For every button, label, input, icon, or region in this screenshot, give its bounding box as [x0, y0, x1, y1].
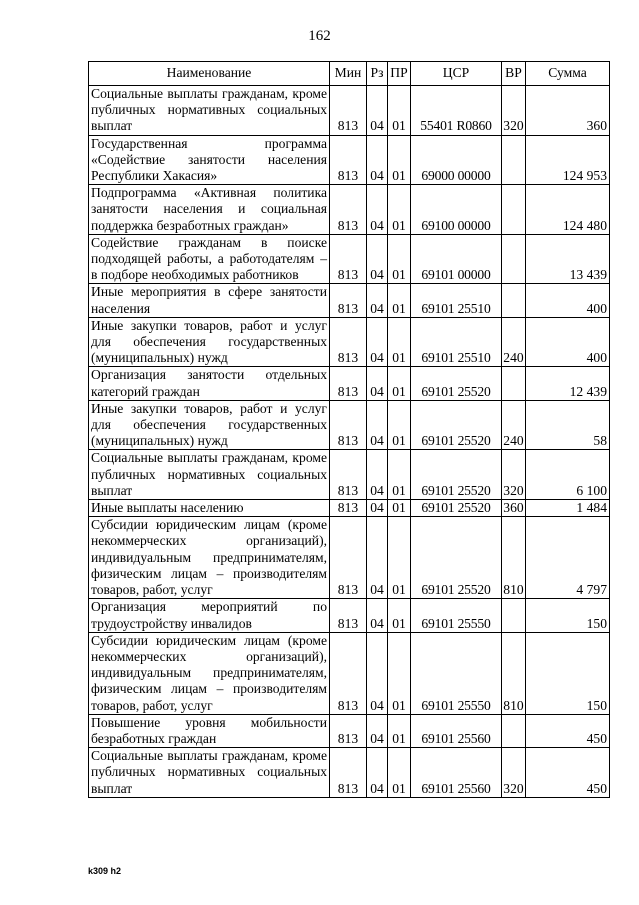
row-csr: 69101 00000: [411, 234, 502, 284]
row-csr: 69101 25550: [411, 599, 502, 632]
table-row: [89, 185, 610, 235]
row-name: Субсидии юридическим лицам (кроме некоммерческих организаций), индивидуальным предпринимателям, физическим лицам – производителям товаров, работ, услуг: [89, 632, 330, 714]
document-code: k309 h2: [88, 866, 122, 876]
row-rz: 04: [367, 500, 388, 517]
table-row: [89, 748, 610, 798]
table-row: [89, 599, 610, 632]
row-name: Социальные выплаты гражданам, кроме публичных нормативных социальных выплат: [89, 86, 330, 136]
row-vr: 320: [502, 86, 526, 136]
row-rz: 04: [367, 86, 388, 136]
row-min: 813: [330, 86, 367, 136]
row-vr: 240: [502, 317, 526, 367]
row-min: 813: [330, 599, 367, 632]
row-csr: 69101 25510: [411, 284, 502, 317]
row-sum: 124 480: [526, 185, 610, 235]
row-sum: 6 100: [526, 450, 610, 500]
table-row: [89, 632, 610, 714]
row-rz: 04: [367, 599, 388, 632]
row-csr: 69101 25560: [411, 748, 502, 798]
row-sum: 450: [526, 714, 610, 747]
table-row: [89, 714, 610, 747]
row-rz: 04: [367, 185, 388, 235]
row-vr: [502, 714, 526, 747]
row-csr: 69000 00000: [411, 135, 502, 185]
row-pr: 01: [388, 135, 411, 185]
row-min: 813: [330, 234, 367, 284]
row-min: 813: [330, 517, 367, 599]
row-pr: 01: [388, 450, 411, 500]
row-name: Иные закупки товаров, работ и услуг для обеспечения государственных (муниципальных) нужд: [89, 400, 330, 450]
row-min: 813: [330, 284, 367, 317]
table-row: [89, 86, 610, 136]
row-sum: 400: [526, 284, 610, 317]
row-sum: 13 439: [526, 234, 610, 284]
row-pr: 01: [388, 599, 411, 632]
row-rz: 04: [367, 234, 388, 284]
row-pr: 01: [388, 748, 411, 798]
table-row: [89, 400, 610, 450]
row-csr: 69101 25520: [411, 367, 502, 400]
row-pr: 01: [388, 367, 411, 400]
row-pr: 01: [388, 284, 411, 317]
row-sum: 360: [526, 86, 610, 136]
row-vr: [502, 599, 526, 632]
header-min: Мин: [330, 62, 367, 86]
row-sum: 1 484: [526, 500, 610, 517]
header-pr: ПР: [388, 62, 411, 86]
header-csr: ЦСР: [411, 62, 502, 86]
budget-table: [88, 61, 610, 798]
row-pr: 01: [388, 400, 411, 450]
row-rz: 04: [367, 135, 388, 185]
row-sum: 58: [526, 400, 610, 450]
row-min: 813: [330, 135, 367, 185]
row-name: Социальные выплаты гражданам, кроме публичных нормативных социальных выплат: [89, 450, 330, 500]
row-sum: 4 797: [526, 517, 610, 599]
row-name: Содействие гражданам в поиске подходящей работы, а работодателям – в подборе необходимых работников: [89, 234, 330, 284]
row-csr: 69101 25550: [411, 632, 502, 714]
row-name: Субсидии юридическим лицам (кроме некоммерческих организаций), индивидуальным предпринимателям, физическим лицам – производителям товаров, работ, услуг: [89, 517, 330, 599]
row-pr: 01: [388, 500, 411, 517]
row-sum: 450: [526, 748, 610, 798]
row-name: Иные закупки товаров, работ и услуг для обеспечения государственных (муниципальных) нужд: [89, 317, 330, 367]
row-csr: 69101 25510: [411, 317, 502, 367]
row-vr: [502, 135, 526, 185]
row-csr: 69101 25520: [411, 500, 502, 517]
row-min: 813: [330, 400, 367, 450]
row-min: 813: [330, 367, 367, 400]
row-rz: 04: [367, 367, 388, 400]
header-sum: Сумма: [526, 62, 610, 86]
row-min: 813: [330, 500, 367, 517]
row-sum: 150: [526, 599, 610, 632]
row-pr: 01: [388, 234, 411, 284]
row-sum: 400: [526, 317, 610, 367]
row-name: Иные выплаты населению: [89, 500, 330, 517]
row-csr: 69100 00000: [411, 185, 502, 235]
table-row: [89, 234, 610, 284]
row-pr: 01: [388, 517, 411, 599]
row-vr: 810: [502, 632, 526, 714]
row-csr: 55401 R0860: [411, 86, 502, 136]
table-row: [89, 500, 610, 517]
table-header-row: [89, 62, 610, 86]
row-csr: 69101 25520: [411, 400, 502, 450]
row-csr: 69101 25560: [411, 714, 502, 747]
row-rz: 04: [367, 317, 388, 367]
row-rz: 04: [367, 517, 388, 599]
table-row: [89, 517, 610, 599]
row-vr: 240: [502, 400, 526, 450]
row-name: Повышение уровня мобильности безработных граждан: [89, 714, 330, 747]
table-row: [89, 284, 610, 317]
row-csr: 69101 25520: [411, 450, 502, 500]
row-sum: 12 439: [526, 367, 610, 400]
row-min: 813: [330, 632, 367, 714]
row-min: 813: [330, 317, 367, 367]
row-pr: 01: [388, 317, 411, 367]
row-vr: 360: [503, 500, 524, 516]
row-vr: [502, 284, 526, 317]
row-rz: 04: [367, 632, 388, 714]
row-min: 813: [330, 450, 367, 500]
row-vr: [502, 234, 526, 284]
row-pr: 01: [388, 185, 411, 235]
header-rz: Рз: [367, 62, 388, 86]
row-vr: [502, 185, 526, 235]
row-vr: 320: [502, 450, 526, 500]
row-min: 813: [330, 185, 367, 235]
row-pr: 01: [388, 632, 411, 714]
table-row: [89, 450, 610, 500]
row-vr: [502, 367, 526, 400]
row-name: Организация мероприятий по трудоустройству инвалидов: [89, 599, 330, 632]
row-vr: 810: [502, 517, 526, 599]
row-rz: 04: [367, 748, 388, 798]
header-name: Наименование: [89, 62, 330, 86]
row-rz: 04: [367, 714, 388, 747]
row-sum: 150: [526, 632, 610, 714]
table-row: [89, 135, 610, 185]
row-sum: 124 953: [526, 135, 610, 185]
page-number: 162: [308, 28, 331, 44]
row-name: Иные мероприятия в сфере занятости населения: [89, 284, 330, 317]
row-name: Подпрограмма «Активная политика занятости населения и социальная поддержка безработных граждан»: [89, 185, 330, 235]
row-pr: 01: [388, 86, 411, 136]
row-rz: 04: [367, 400, 388, 450]
row-name: Государственная программа «Содействие занятости населения Республики Хакасия»: [89, 135, 330, 185]
row-name: Социальные выплаты гражданам, кроме публичных нормативных социальных выплат: [89, 748, 330, 798]
row-rz: 04: [367, 450, 388, 500]
row-csr: 69101 25520: [411, 517, 502, 599]
table-row: [89, 367, 610, 400]
table-row: [89, 317, 610, 367]
row-min: 813: [330, 748, 367, 798]
row-vr: 320: [502, 748, 526, 798]
row-min: 813: [330, 714, 367, 747]
row-name: Организация занятости отдельных категорий граждан: [89, 367, 330, 400]
table-body: [89, 86, 610, 798]
row-rz: 04: [367, 284, 388, 317]
row-pr: 01: [388, 714, 411, 747]
header-vr: ВР: [502, 62, 526, 86]
